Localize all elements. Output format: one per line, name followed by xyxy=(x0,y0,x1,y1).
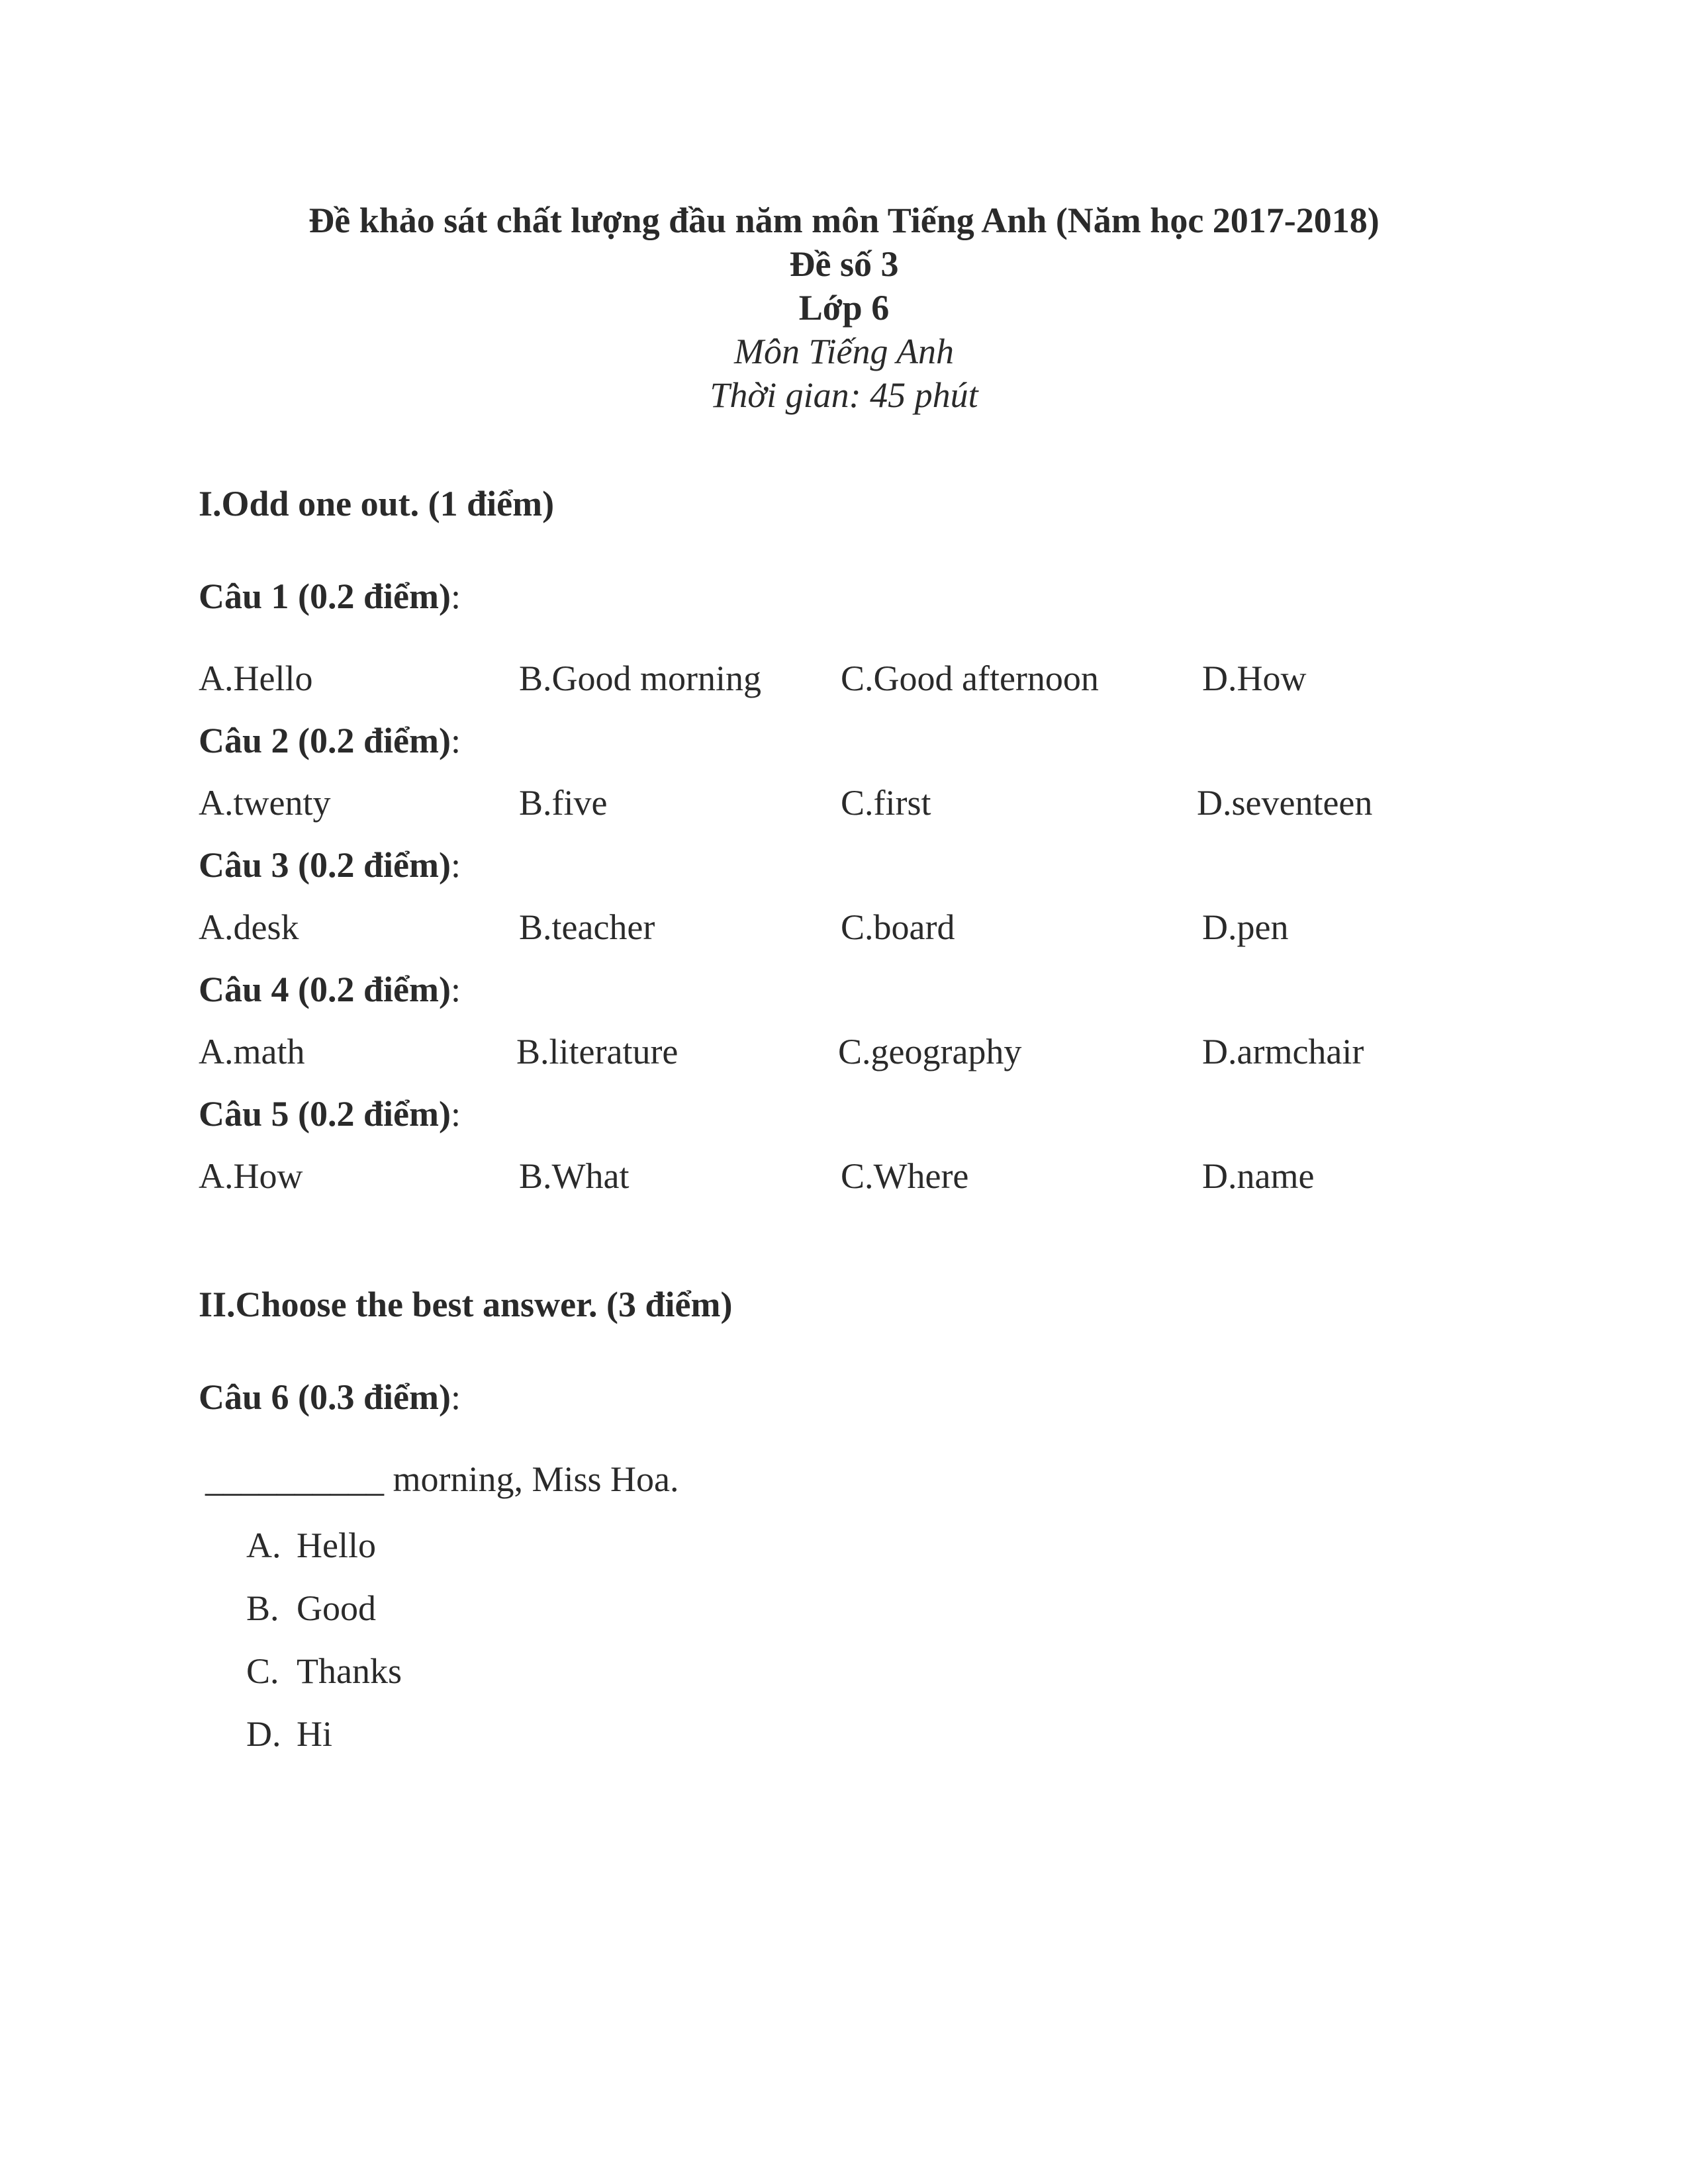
choice-c xyxy=(246,1640,402,1703)
exam-number: Đề số 3 xyxy=(789,244,899,284)
question-3-title xyxy=(199,844,461,886)
question-label: Câu 6 (0.3 điểm) xyxy=(199,1377,451,1417)
q2-option-d: D.seventeen xyxy=(1197,783,1373,823)
document-header xyxy=(0,199,1688,417)
q1-option-d: D.How xyxy=(1202,659,1307,698)
question-label: Câu 3 (0.2 điểm) xyxy=(199,845,451,885)
choice-d xyxy=(246,1703,402,1766)
q4-option-d: D.armchair xyxy=(1202,1032,1364,1071)
q2-option-c: C.first xyxy=(841,783,931,823)
choice-letter: A. xyxy=(246,1525,281,1565)
question-suffix: : xyxy=(450,721,461,760)
choice-a xyxy=(246,1514,402,1577)
question-label: Câu 1 (0.2 điểm) xyxy=(199,576,451,616)
q3-option-d: D.pen xyxy=(1202,907,1289,947)
choice-text: Thanks xyxy=(297,1651,402,1691)
question-6-sentence: __________ morning, Miss Hoa. xyxy=(205,1459,679,1499)
question-suffix: : xyxy=(450,1377,461,1417)
question-label: Câu 5 (0.2 điểm) xyxy=(199,1094,451,1134)
q1-option-a: A.Hello xyxy=(199,659,313,698)
q3-option-a: A.desk xyxy=(199,907,299,947)
question-suffix: : xyxy=(450,576,461,616)
document-title: Đề khảo sát chất lượng đầu năm môn Tiếng Anh (Năm học 2017-2018) xyxy=(308,201,1380,240)
q5-option-b: B.What xyxy=(519,1156,630,1196)
q3-option-c: C.board xyxy=(841,907,955,947)
question-6-choices xyxy=(246,1514,402,1766)
question-label: Câu 4 (0.2 điểm) xyxy=(199,970,451,1009)
choice-letter: B. xyxy=(246,1588,279,1628)
choice-letter: C. xyxy=(246,1651,279,1691)
q5-option-d: D.name xyxy=(1202,1156,1315,1196)
subject-label: Môn Tiếng Anh xyxy=(733,332,954,371)
time-label: Thời gian: 45 phút xyxy=(710,375,978,415)
choice-text: Hello xyxy=(297,1525,376,1565)
question-suffix: : xyxy=(450,1094,461,1134)
question-6-title xyxy=(199,1377,461,1418)
question-4-title xyxy=(199,969,461,1010)
q4-option-a: A.math xyxy=(199,1032,305,1071)
question-suffix: : xyxy=(450,970,461,1009)
question-suffix: : xyxy=(450,845,461,885)
section-2-title: II.Choose the best answer. (3 điểm) xyxy=(199,1285,733,1324)
q3-option-b: B.teacher xyxy=(519,907,655,947)
q5-option-a: A.How xyxy=(199,1156,303,1196)
question-5-title xyxy=(199,1093,461,1134)
section-1-title: I.Odd one out. (1 điểm) xyxy=(199,484,555,523)
grade-label: Lớp 6 xyxy=(798,288,890,328)
choice-b xyxy=(246,1577,402,1640)
choice-text: Hi xyxy=(297,1714,332,1754)
question-2-title xyxy=(199,720,461,761)
q4-option-b: B.literature xyxy=(516,1032,679,1071)
q5-option-c: C.Where xyxy=(841,1156,969,1196)
q1-option-c: C.Good afternoon xyxy=(841,659,1099,698)
q2-option-a: A.twenty xyxy=(199,783,331,823)
q1-option-b: B.Good morning xyxy=(519,659,762,698)
q2-option-b: B.five xyxy=(519,783,608,823)
choice-letter: D. xyxy=(246,1714,281,1754)
question-label: Câu 2 (0.2 điểm) xyxy=(199,721,451,760)
question-1-title xyxy=(199,576,461,617)
choice-text: Good xyxy=(297,1588,376,1628)
q4-option-c: C.geography xyxy=(838,1032,1022,1071)
